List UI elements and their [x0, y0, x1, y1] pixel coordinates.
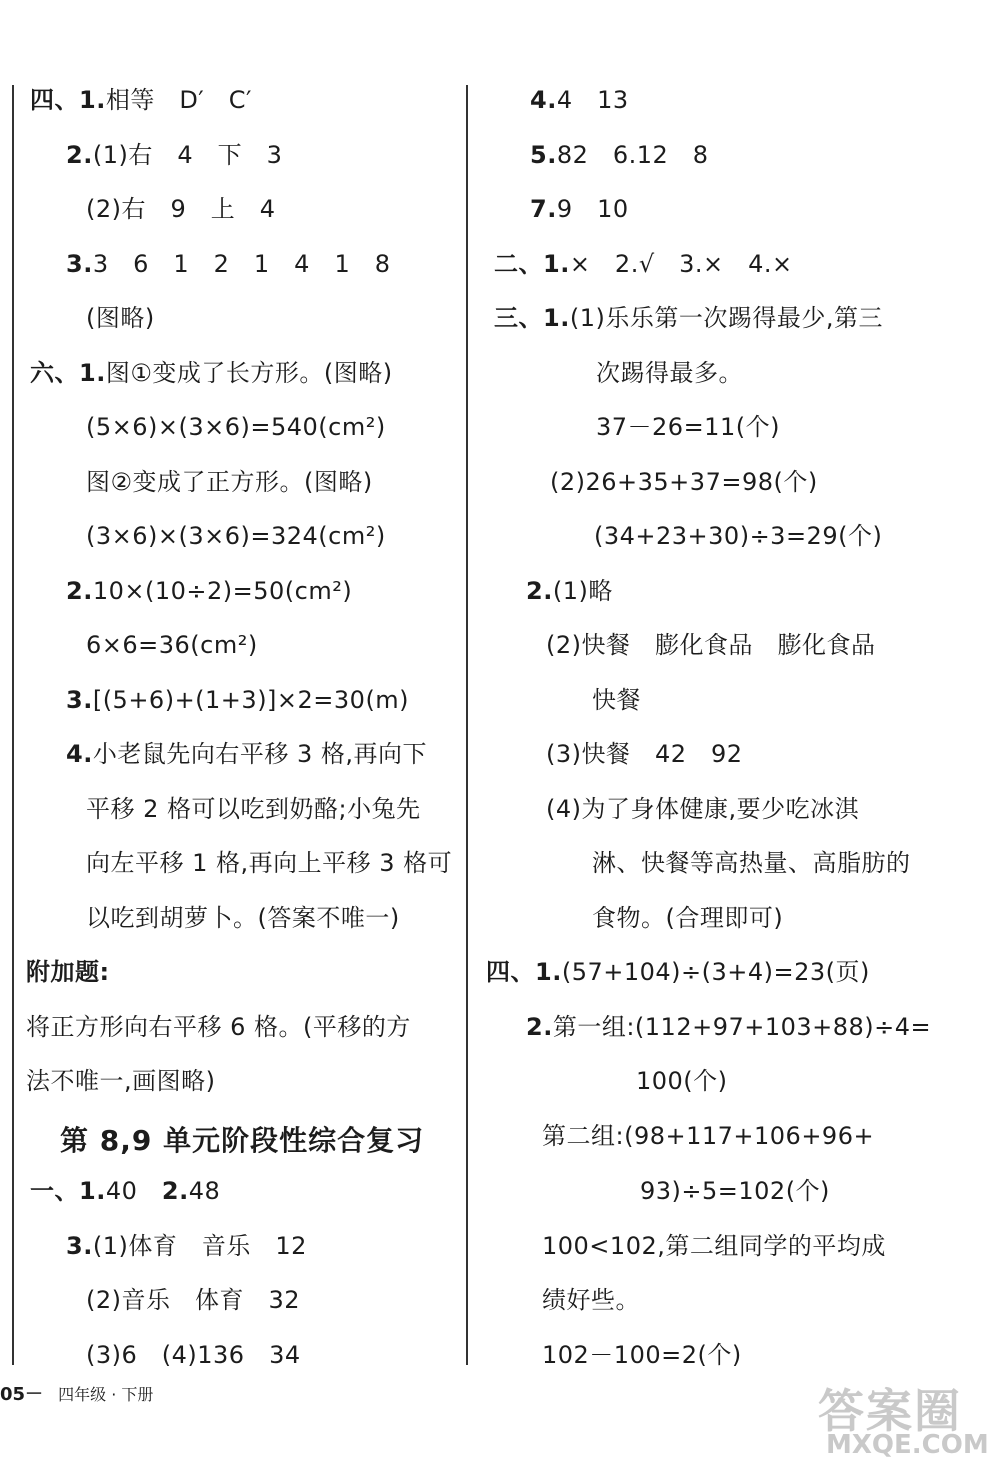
- answer-line: 以吃到胡萝卜。(答案不唯一): [86, 904, 400, 932]
- watermark-site: MXQE.COM: [826, 1430, 989, 1460]
- answer-line: 100(个): [636, 1067, 728, 1095]
- answer-line: 6×6=36(cm²): [86, 631, 258, 659]
- answer-line: 淋、快餐等高热量、高脂肪的: [592, 849, 911, 877]
- page-number: 05－: [0, 1384, 44, 1405]
- answer-line: 绩好些。: [542, 1286, 640, 1314]
- answer-line: 次踢得最多。: [596, 359, 743, 387]
- answer-line: (2)右 9 上 4: [86, 195, 276, 223]
- answer-line: 快餐: [592, 686, 641, 714]
- answer-line: 四、1.(57+104)÷(3+4)=23(页): [486, 958, 870, 986]
- answer-line: 3.[(5+6)+(1+3)]×2=30(m): [66, 686, 410, 714]
- answer-line: 向左平移 1 格,再向上平移 3 格可: [86, 849, 453, 877]
- answer-line: 三、1.(1)乐乐第一次踢得最少,第三: [494, 304, 883, 332]
- answer-line: 3.(1)体育 音乐 12: [66, 1232, 307, 1260]
- answer-line: (3)6 (4)136 34: [86, 1341, 301, 1369]
- answer-line: 2.第一组:(112+97+103+88)÷4=: [526, 1013, 932, 1041]
- answer-line: 食物。(合理即可): [592, 904, 784, 932]
- answer-line: 3.3 6 1 2 1 4 1 8: [66, 250, 391, 278]
- answer-line: 图②变成了正方形。(图略): [86, 468, 373, 496]
- answer-line: 37－26=11(个): [596, 413, 780, 441]
- answer-line: 法不唯一,画图略): [26, 1067, 216, 1095]
- answer-line: (4)为了身体健康,要少吃冰淇: [546, 795, 860, 823]
- answer-line: 四、1.相等 D′ C′: [30, 86, 252, 114]
- answer-line: 2.(1)右 4 下 3: [66, 141, 283, 169]
- answer-line: 2.10×(10÷2)=50(cm²): [66, 577, 353, 605]
- answer-line: (2)音乐 体育 32: [86, 1286, 301, 1314]
- answer-line: 第二组:(98+117+106+96+: [542, 1122, 875, 1150]
- answer-line: 4.4 13: [530, 86, 629, 114]
- answer-line: (34+23+30)÷3=29(个): [594, 522, 883, 550]
- answer-line: 100<102,第二组同学的平均成: [542, 1232, 886, 1260]
- answer-line: 93)÷5=102(个): [640, 1177, 830, 1205]
- answer-line: 2.(1)略: [526, 577, 613, 605]
- answer-line: (2)26+35+37=98(个): [550, 468, 818, 496]
- answer-line: 平移 2 格可以吃到奶酪;小兔先: [86, 795, 421, 823]
- answer-line: 六、1.图①变成了长方形。(图略): [30, 359, 393, 387]
- answer-line: 102－100=2(个): [542, 1341, 742, 1369]
- answer-line: 将正方形向右平移 6 格。(平移的方: [26, 1013, 411, 1041]
- left-margin-rule: [12, 85, 14, 1365]
- answer-line: 二、1.× 2.√ 3.× 4.×: [494, 250, 793, 278]
- answer-line: (3×6)×(3×6)=324(cm²): [86, 522, 386, 550]
- answer-line: 7.9 10: [530, 195, 629, 223]
- page-footer: [0, 1380, 153, 1406]
- answer-line: 4.小老鼠先向右平移 3 格,再向下: [66, 740, 427, 768]
- grade-label: 四年级 · 下册: [58, 1385, 154, 1404]
- answer-line: (图略): [86, 304, 155, 332]
- watermark-logo: 答案圈: [818, 1384, 962, 1438]
- answer-line: (3)快餐 42 92: [546, 740, 743, 768]
- answer-line: (5×6)×(3×6)=540(cm²): [86, 413, 386, 441]
- section-heading: 第 8,9 单元阶段性综合复习: [60, 1124, 425, 1157]
- answer-line: 5.82 6.12 8: [530, 141, 709, 169]
- answer-line: 一、1.40 2.48: [30, 1177, 221, 1205]
- answer-line: (2)快餐 膨化食品 膨化食品: [546, 631, 876, 659]
- section-label: 附加题:: [26, 958, 110, 986]
- column-divider: [466, 85, 468, 1365]
